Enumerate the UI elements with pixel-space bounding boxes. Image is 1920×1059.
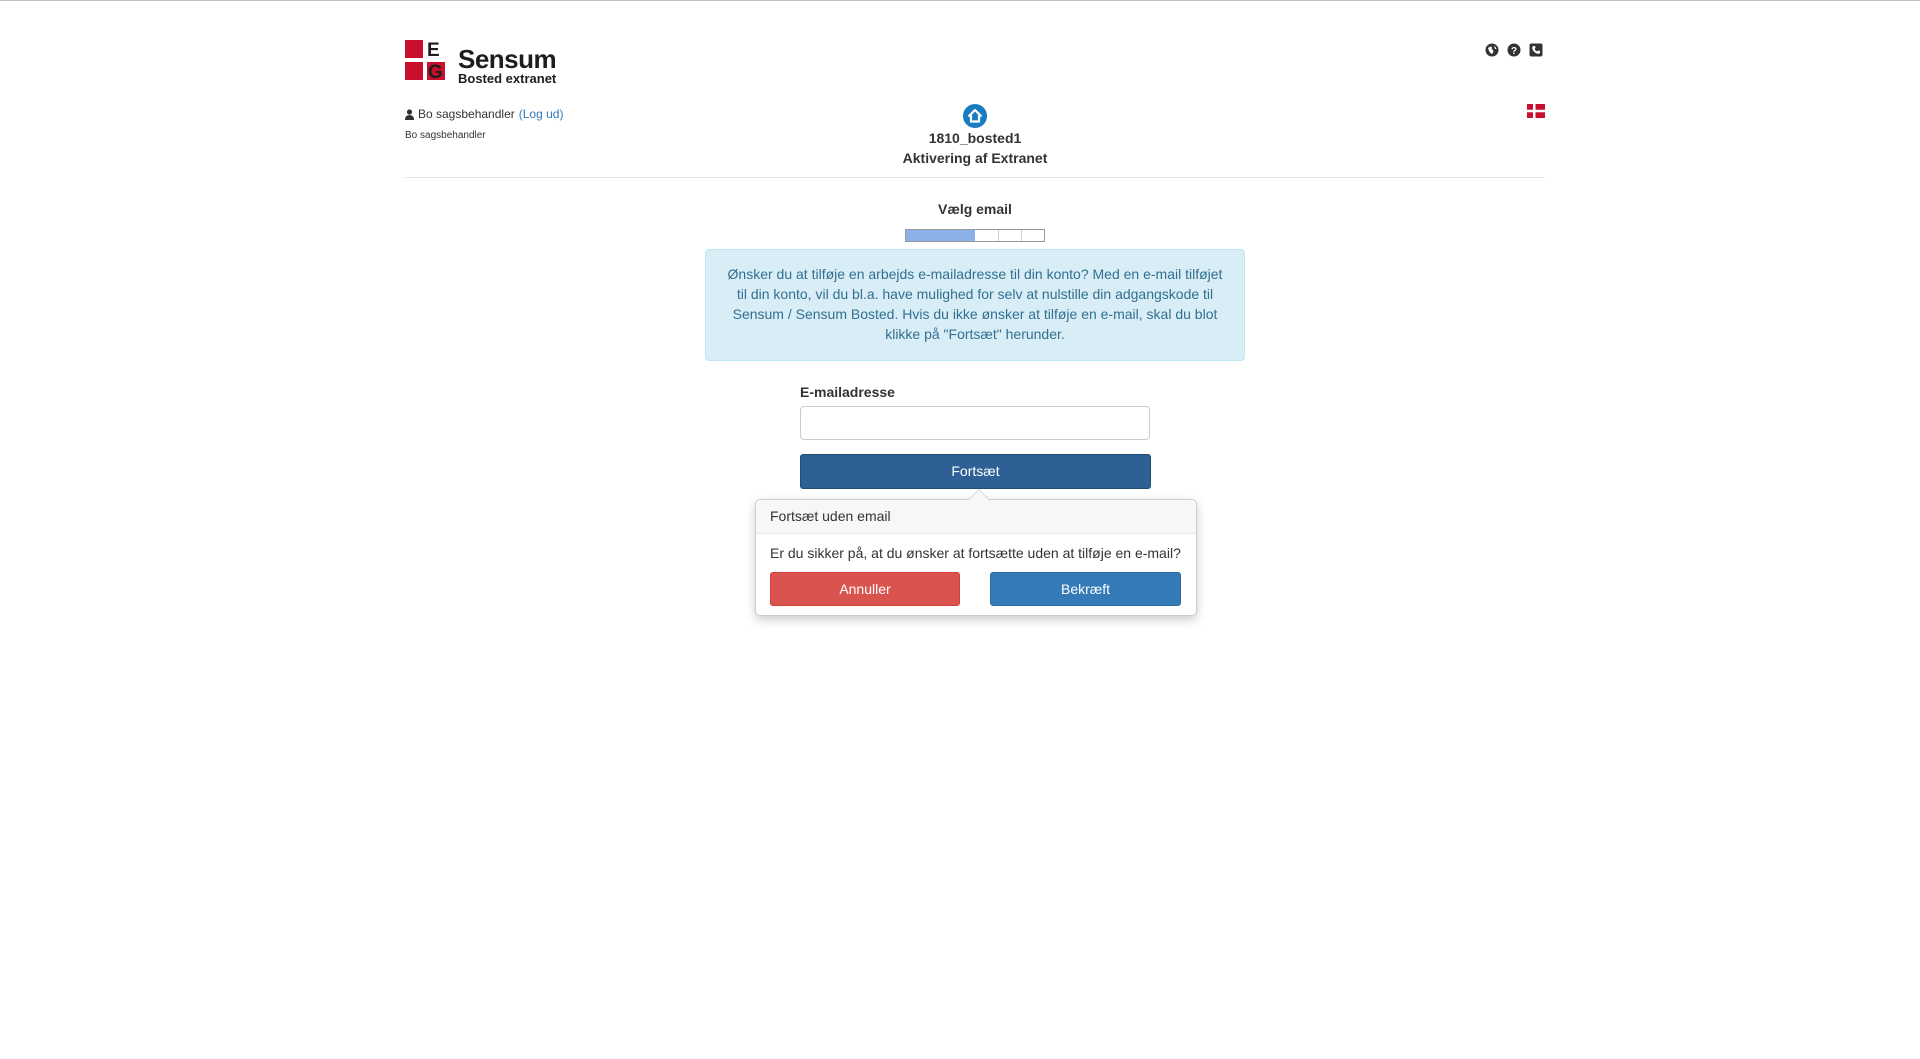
user-role: Bo sagsbehandler	[405, 130, 486, 141]
globe-icon[interactable]	[1485, 43, 1499, 57]
page-container	[405, 0, 1545, 1059]
continue-button[interactable]: Fortsæt	[800, 454, 1151, 489]
brand-subtitle: Bosted extranet	[458, 71, 557, 86]
logout-link[interactable]: (Log ud)	[518, 107, 564, 121]
email-input[interactable]	[800, 406, 1150, 440]
svg-text:E: E	[427, 40, 440, 61]
progress-segment-divider	[998, 230, 999, 241]
brand-title: Sensum	[458, 44, 557, 74]
popover-message: Er du sikker på, at du ønsker at fortsætte uden at tilføje en e-mail?	[770, 545, 1181, 561]
user-info	[405, 107, 563, 121]
popover-title: Fortsæt uden email	[756, 500, 1196, 534]
svg-text:?: ?	[1510, 46, 1518, 57]
home-icon	[963, 104, 987, 128]
header-divider	[405, 177, 1545, 178]
eg-logo-icon	[405, 40, 445, 80]
page-title: Aktivering af Extranet	[902, 150, 1048, 166]
confirm-popover	[755, 499, 1197, 616]
user-icon	[405, 109, 414, 120]
confirm-button[interactable]: Bekræft	[990, 572, 1181, 606]
popover-arrow-inner	[969, 490, 989, 500]
dk-flag-icon[interactable]	[1527, 104, 1545, 118]
progress-segment-divider	[1021, 230, 1022, 241]
org-name: 1810_bosted1	[928, 130, 1022, 146]
brand-logo[interactable]	[405, 40, 565, 84]
step-progress-bar	[905, 229, 1045, 242]
info-alert: Ønsker du at tilføje en arbejds e-mailadresse til din konto? Med en e-mail tilføjet til din konto, vil du bl.a. have mulighed for selv at nulstille din adgangskode til Sensum / Sensum Bosted. Hvis du ikke ønsker at tilføje en e-mail, skal du blot klikke på "Fortsæt" herunder.	[705, 249, 1245, 361]
step-title: Vælg email	[938, 201, 1012, 217]
help-icon[interactable]	[1507, 43, 1521, 57]
user-name: Bo sagsbehandler	[418, 107, 515, 121]
step-progress-fill	[906, 230, 975, 241]
header-icon-bar	[1485, 43, 1543, 57]
svg-text:G: G	[428, 62, 443, 80]
email-label: E-mailadresse	[800, 384, 895, 400]
cancel-button[interactable]: Annuller	[770, 572, 960, 606]
phone-icon[interactable]	[1529, 43, 1543, 57]
